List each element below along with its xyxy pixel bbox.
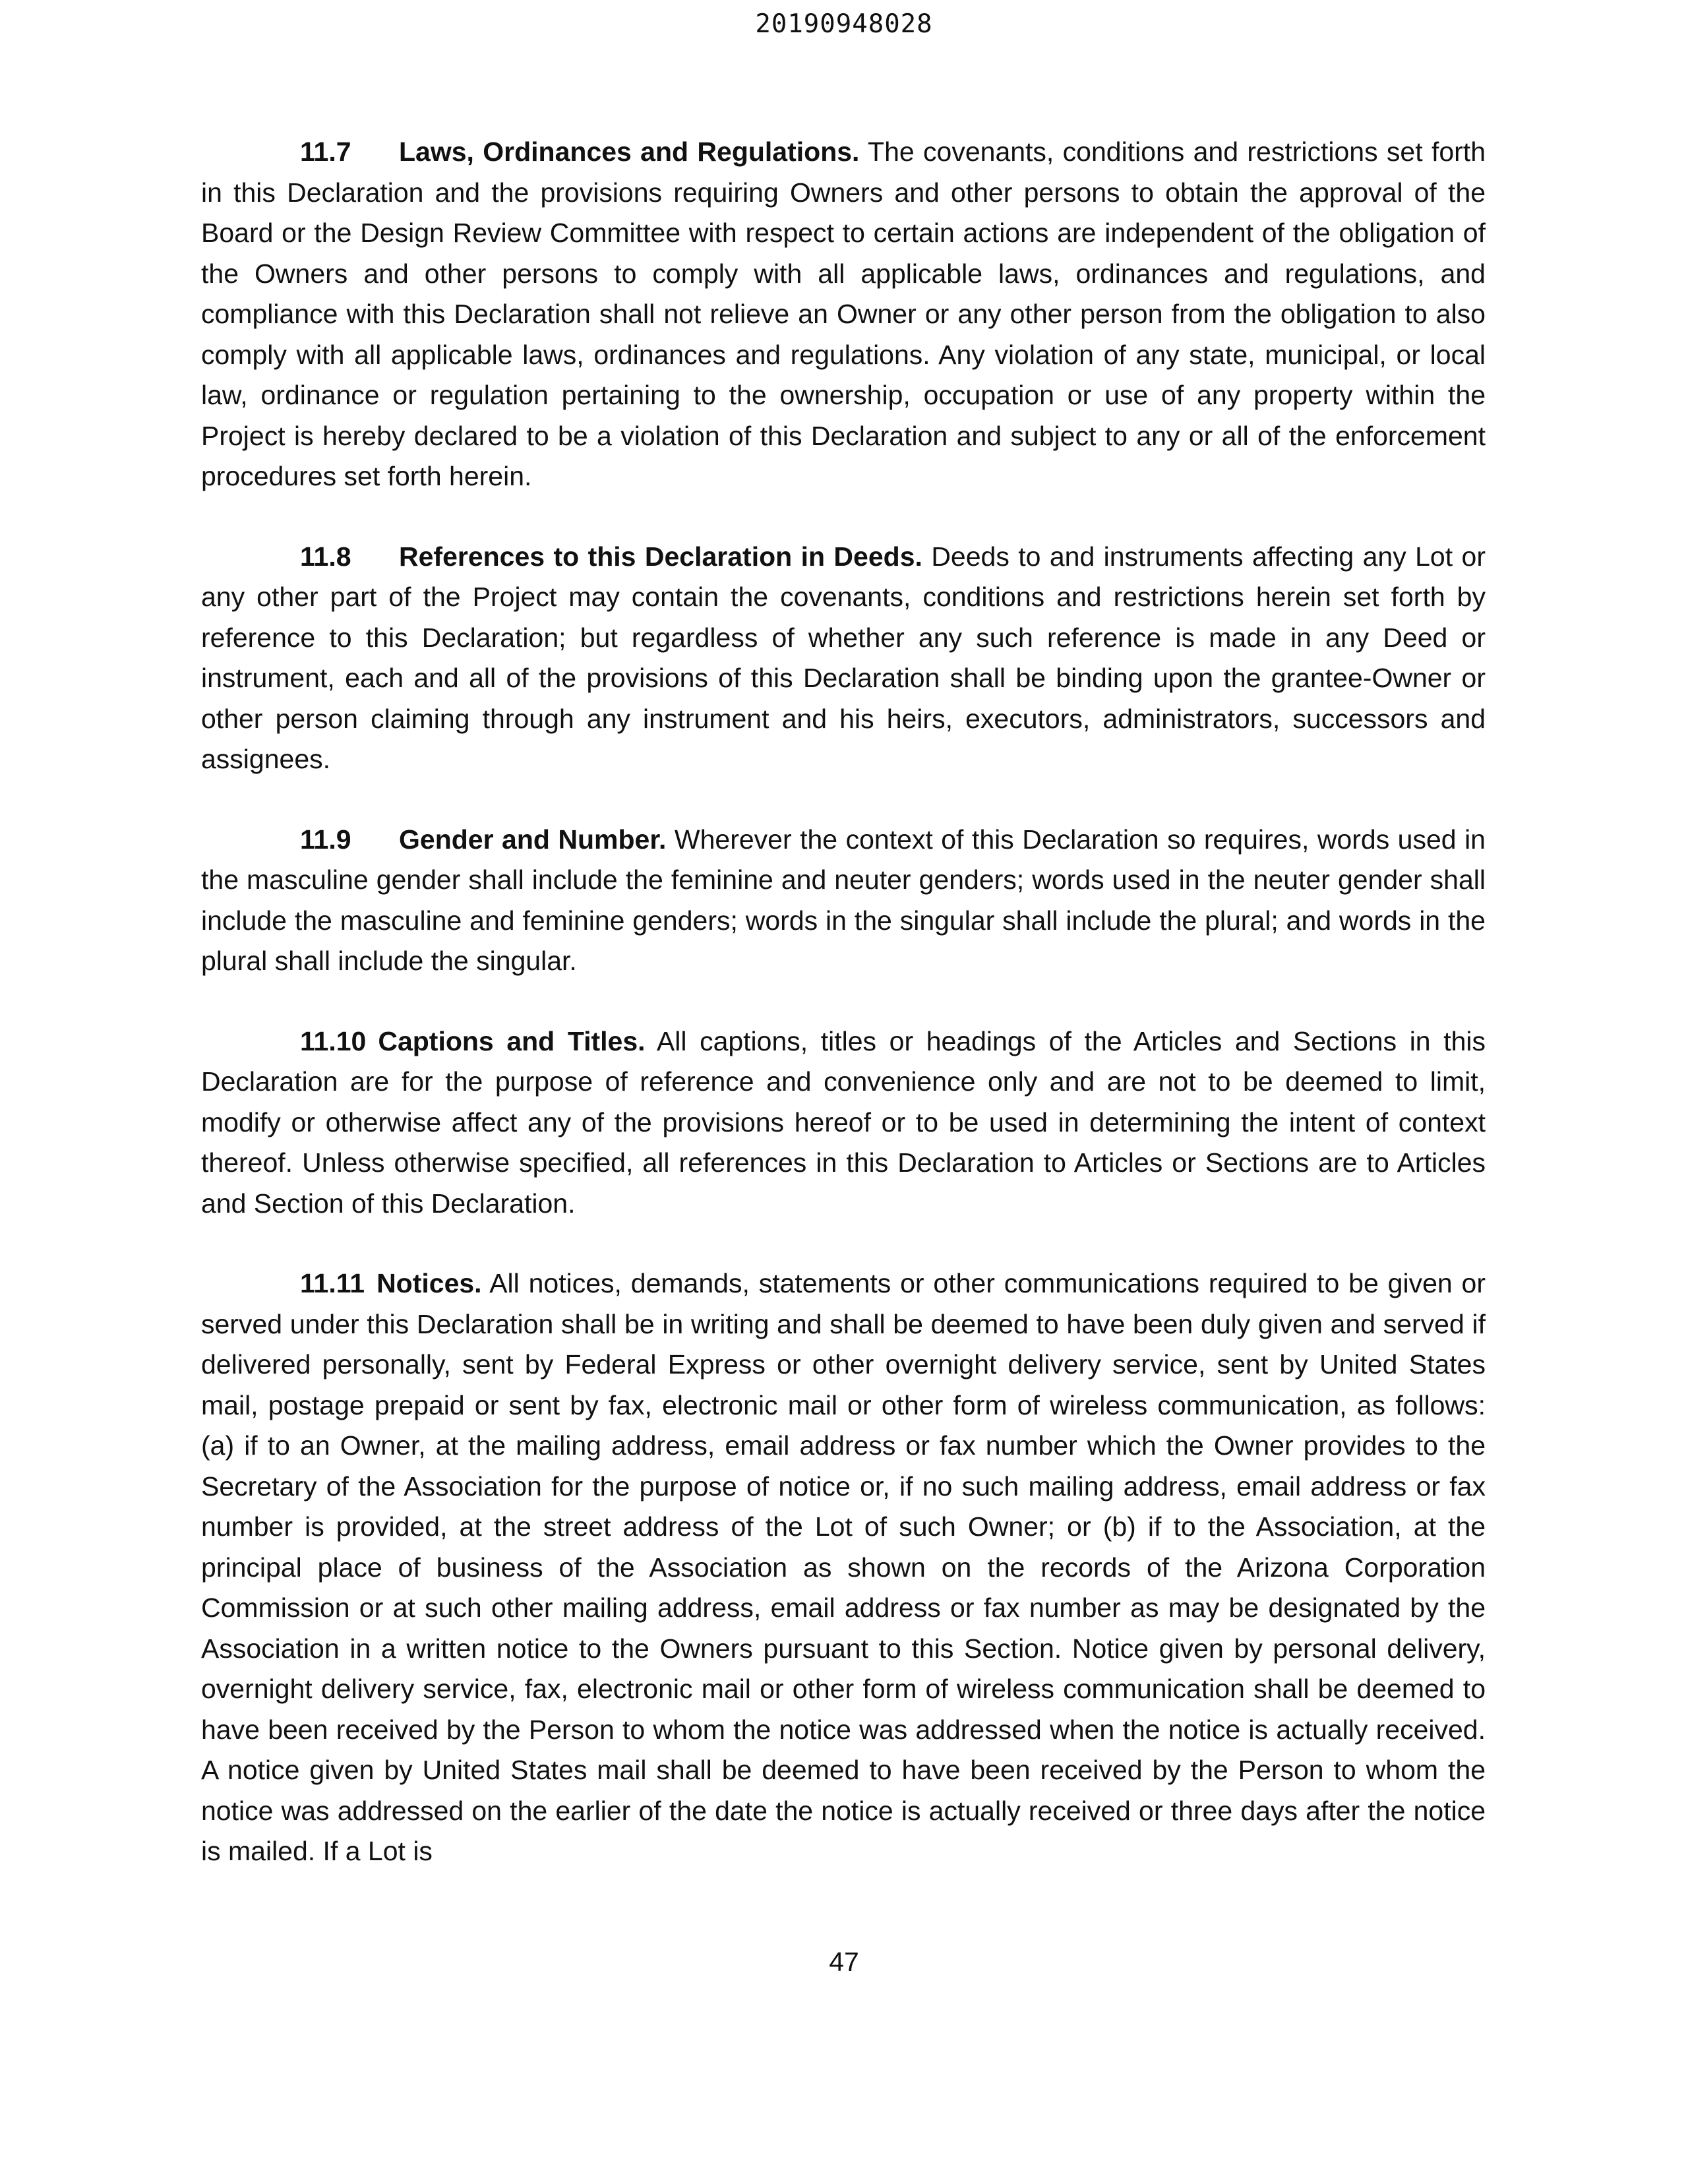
section-title: References to this Declaration in Deeds. bbox=[399, 541, 922, 572]
section-text: Deeds to and instruments affecting any Lot or any other part of the Project may contain the covenants, conditions and restrictions herein set forth by reference to this Declaration; but regardless of whether any such reference is made in any Deed or instrument, each and all of the provisions of this Declaration shall be binding upon the grantee-Owner or other person claiming through any instrument and his heirs, executors, administrators, successors and assignees. bbox=[201, 541, 1486, 774]
section-11-8 bbox=[201, 537, 1486, 780]
section-text: The covenants, conditions and restrictions set forth in this Declaration and the provisions requiring Owners and other persons to obtain the approval of the Board or the Design Review Committee with respect to certain actions are independent of the obligation of the Owners and other persons to comply with all applicable laws, ordinances and regulations, and compliance with this Declaration shall not relieve an Owner or any other person from the obligation to also comply with all applicable laws, ordinances and regulations. Any violation of any state, municipal, or local law, ordinance or regulation pertaining to the ownership, occupation or use of any property within the Project is hereby declared to be a violation of this Declaration and subject to any or all of the enforcement procedures set forth herein. bbox=[201, 136, 1486, 491]
section-title: Laws, Ordinances and Regulations. bbox=[399, 136, 860, 167]
section-number: 11.10 bbox=[300, 1025, 367, 1056]
section-number: 11.8 bbox=[300, 541, 351, 572]
section-11-10 bbox=[201, 1021, 1486, 1225]
section-title: Notices. bbox=[377, 1268, 482, 1298]
section-paragraph bbox=[201, 132, 1486, 497]
section-11-11 bbox=[201, 1263, 1486, 1872]
section-number: 11.11 bbox=[300, 1268, 365, 1298]
section-11-7 bbox=[201, 132, 1486, 497]
section-title: Gender and Number. bbox=[399, 824, 667, 855]
section-paragraph bbox=[201, 1263, 1486, 1872]
document-body bbox=[201, 132, 1486, 1912]
section-number: 11.9 bbox=[300, 824, 351, 855]
section-text: All captions, titles or headings of the Articles and Sections in this Declaration are for the purpose of reference and convenience only and are not to be deemed to limit, modify or otherwise affect any of the provisions hereof or to be used in determining the intent of context thereof. Unless otherwise specified, all references in this Declaration to Articles or Sections are to Articles and Section of this Declaration. bbox=[201, 1025, 1486, 1219]
section-title: Captions and Titles. bbox=[378, 1025, 646, 1056]
recording-number: 20190948028 bbox=[755, 9, 933, 39]
section-11-9 bbox=[201, 820, 1486, 982]
section-text: Wherever the context of this Declaration so requires, words used in the masculine gender shall include the feminine and neuter genders; words used in the neuter gender shall include the masculine and feminine genders; words in the singular shall include the plural; and words in the plural shall include the singular. bbox=[201, 824, 1486, 976]
section-paragraph bbox=[201, 820, 1486, 982]
section-text: All notices, demands, statements or other communications required to be given or served under this Declaration shall be in writing and shall be deemed to have been duly given and served if delivered personally, sent by Federal Express or other overnight delivery service, sent by United States mail, postage prepaid or sent by fax, electronic mail or other form of wireless communication, as follows: (a) if to an Owner, at the mailing address, email address or fax number which the Owner provides to the Secretary of the Association for the purpose of notice or, if no such mailing address, email address or fax number is provided, at the street address of the Lot of such Owner; or (b) if to the Association, at the principal place of business of the Association as shown on the records of the Arizona Corporation Commission or at such other mailing address, email address or fax number as may be designated by the Association in a written notice to the Owners pursuant to this Section. Notice given by personal delivery, overnight delivery service, fax, electronic mail or other form of wireless communication shall be deemed to have been received by the Person to whom the notice was addressed when the notice is actually received. A notice given by United States mail shall be deemed to have been received by the Person to whom the notice was addressed on the earlier of the date the notice is actually received or three days after the notice is mailed. If a Lot is bbox=[201, 1268, 1486, 1866]
section-paragraph bbox=[201, 1021, 1486, 1225]
page-number: 47 bbox=[829, 1947, 859, 1977]
section-paragraph bbox=[201, 537, 1486, 780]
section-number: 11.7 bbox=[300, 136, 351, 167]
